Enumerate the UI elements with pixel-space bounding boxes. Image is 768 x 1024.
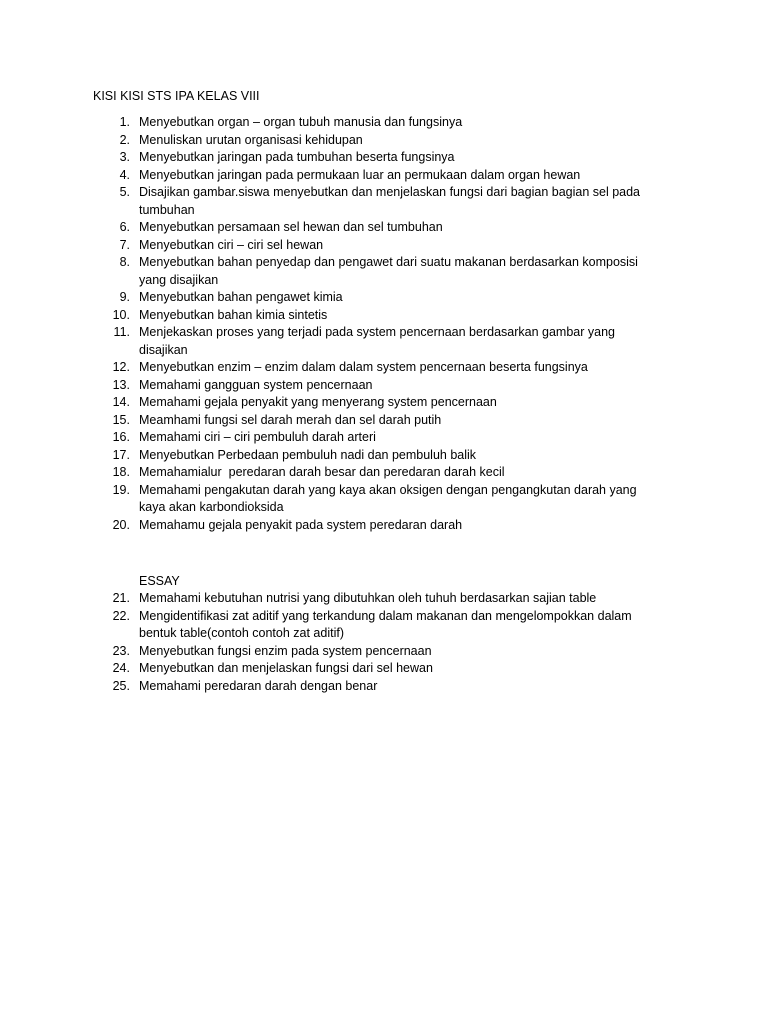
list-item	[93, 429, 673, 447]
item-text: Memahami gangguan system pencernaan	[139, 377, 373, 392]
item-number: 4.	[119, 167, 130, 182]
item-text: Memahami kebutuhan nutrisi yang dibutuhkan oleh tuhuh berdasarkan sajian table	[139, 591, 597, 605]
item-text: Menyebutkan bahan penyedap dan pengawet dari suatu makanan berdasarkan komposisi yang disajikan	[139, 255, 638, 287]
list-item	[93, 254, 673, 289]
item-text: Menyebutkan jaringan pada tumbuhan beserta fungsinya	[139, 150, 455, 164]
item-text: Menyebutkan persamaan sel hewan dan sel tumbuhan	[139, 220, 443, 234]
item-text: Memahami gejala penyakit yang menyerang system pencernaan	[139, 395, 497, 409]
list-item	[93, 167, 673, 185]
item-number: 11.	[113, 325, 130, 339]
list-item	[93, 114, 673, 132]
list-item	[93, 219, 673, 237]
item-text: Menyebutkan enzim – enzim dalam dalam system pencernaan beserta fungsinya	[139, 360, 588, 374]
item-number: 16.	[112, 430, 130, 444]
list-item	[93, 132, 673, 150]
item-text: Menyebutkan bahan pengawet kimia	[139, 290, 343, 304]
list-item	[93, 482, 673, 517]
item-text: Menyebutkan ciri – ciri sel hewan	[139, 237, 324, 252]
item-text: Menyebutkan bahan kimia sintetis	[139, 307, 328, 322]
item-number: 19.	[112, 482, 130, 497]
list-item	[93, 464, 673, 482]
item-number: 9.	[119, 290, 130, 304]
list-item	[93, 608, 673, 643]
list-item	[93, 307, 673, 325]
list-item	[93, 184, 673, 219]
document-title: KISI KISI STS IPA KELAS VIII	[93, 89, 260, 103]
list-item	[93, 324, 673, 359]
item-text: Mengidentifikasi zat aditif yang terkandung dalam makanan dan mengelompokkan dalam bentuk table(contoh contoh zat aditif)	[139, 608, 632, 640]
item-number: 10.	[112, 307, 130, 322]
item-number: 25.	[112, 678, 130, 693]
item-number: 21.	[112, 591, 130, 605]
item-text: Menuliskan urutan organisasi kehidupan	[139, 132, 363, 147]
item-number: 7.	[119, 237, 130, 252]
list-item	[93, 678, 673, 696]
list-item	[93, 590, 673, 608]
item-text: Menyebutkan organ – organ tubuh manusia dan fungsinya	[139, 115, 463, 129]
item-number: 24.	[112, 661, 130, 675]
item-text: Disajikan gambar.siswa menyebutkan dan menjelaskan fungsi dari bagian bagian sel pada tumbuhan	[139, 185, 641, 217]
item-text: Memahami ciri – ciri pembuluh darah arteri	[139, 430, 376, 444]
objective-list	[93, 114, 673, 534]
item-number: 13.	[112, 377, 130, 392]
item-text: Memahami pengakutan darah yang kaya akan oksigen dengan pengangkutan darah yang kaya akan karbondioksida	[139, 482, 637, 514]
item-text: Memahamialur peredaran darah besar dan peredaran darah kecil	[139, 465, 505, 479]
item-number: 12.	[112, 360, 130, 374]
item-number: 1.	[119, 115, 130, 129]
item-number: 3.	[119, 150, 130, 164]
item-number: 17.	[112, 447, 130, 462]
item-text: Menyebutkan fungsi enzim pada system pencernaan	[139, 643, 432, 658]
item-text: Menjekaskan proses yang terjadi pada system pencernaan berdasarkan gambar yang disajikan	[139, 325, 615, 357]
essay-heading: ESSAY	[139, 574, 180, 588]
item-number: 23.	[112, 643, 130, 658]
list-item	[93, 394, 673, 412]
list-item	[93, 289, 673, 307]
item-number: 22.	[112, 608, 130, 623]
item-text: Memahamu gejala penyakit pada system peredaran darah	[139, 517, 463, 532]
item-number: 15.	[112, 412, 130, 427]
list-item	[93, 447, 673, 465]
list-item	[93, 517, 673, 535]
item-number: 14.	[112, 395, 130, 409]
item-number: 8.	[119, 255, 130, 269]
item-text: Menyebutkan Perbedaan pembuluh nadi dan pembuluh balik	[139, 447, 477, 462]
item-number: 6.	[119, 220, 130, 234]
list-item	[93, 643, 673, 661]
list-item	[93, 149, 673, 167]
item-number: 20.	[112, 517, 130, 532]
list-item	[93, 660, 673, 678]
item-text: Menyebutkan jaringan pada permukaan luar an permukaan dalam organ hewan	[139, 167, 581, 182]
list-item	[93, 377, 673, 395]
item-number: 5.	[119, 185, 130, 199]
item-text: Meamhami fungsi sel darah merah dan sel darah putih	[139, 412, 442, 427]
essay-list	[93, 590, 673, 695]
item-number: 2.	[119, 132, 130, 147]
list-item	[93, 359, 673, 377]
list-item	[93, 412, 673, 430]
item-text: Memahami peredaran darah dengan benar	[139, 678, 378, 693]
item-number: 18.	[112, 465, 130, 479]
list-item	[93, 237, 673, 255]
item-text: Menyebutkan dan menjelaskan fungsi dari sel hewan	[139, 661, 433, 675]
